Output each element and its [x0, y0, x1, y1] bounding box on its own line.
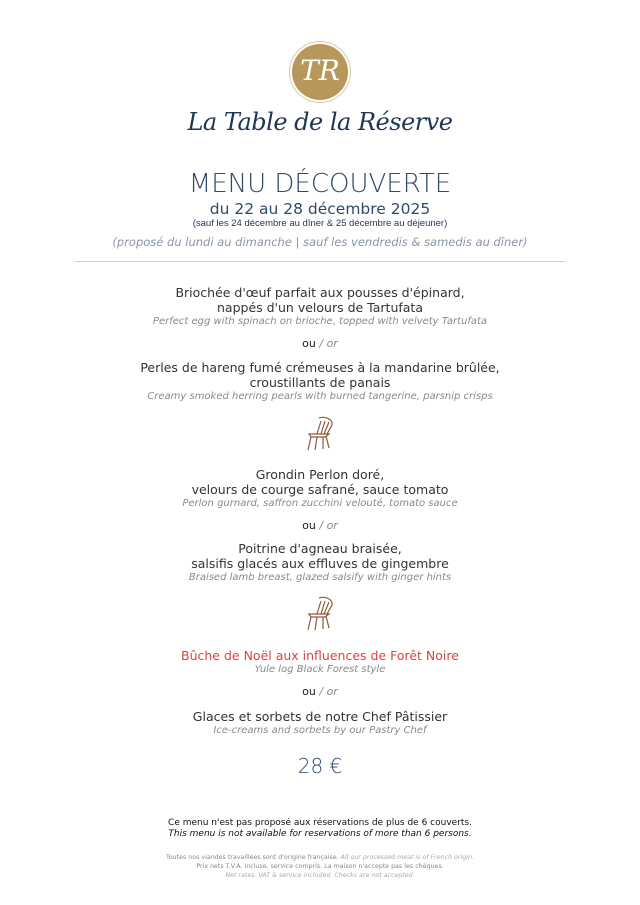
starter-2-fr-line1: Perles de hareng fumé crémeuses à la mandarine brûlée,: [140, 360, 500, 375]
divider: [75, 261, 565, 262]
logo-monogram: TR: [292, 44, 348, 100]
dessert-2-fr: Glaces et sorbets de notre Chef Pâtissier: [192, 709, 448, 724]
prices-en: Net rates. VAT & service included. Checks are not accepted.: [225, 872, 415, 879]
main-1-en: Perlon gurnard, saffron zucchini velouté, tomato sauce: [182, 498, 458, 509]
main-1-fr-line2: velours de courge safrané, sauce tomato: [191, 482, 449, 497]
menu-price: 28 €: [297, 754, 343, 778]
menu-title: MENU DÉCOUVERTE: [188, 169, 452, 199]
or-separator: ou / or: [302, 685, 338, 698]
main-2-en: Braised lamb breast, glazed salsify with ginger hints: [188, 572, 452, 583]
dessert-1-fr: Bûche de Noël aux influences de Forêt Noire: [181, 648, 459, 663]
starter-2-en: Creamy smoked herring pearls with burned tangerine, parsnip crisps: [147, 391, 493, 402]
chair-icon: [305, 416, 337, 452]
main-2-fr-line1: Poitrine d'agneau braisée,: [238, 541, 402, 556]
starter-1-fr-line1: Briochée d'œuf parfait aux pousses d'épinard,: [175, 285, 465, 300]
main-1-fr-line1: Grondin Perlon doré,: [255, 467, 385, 482]
dessert-2-en: Ice-creams and sorbets by our Pastry Chef: [213, 725, 427, 736]
or-separator: ou / or: [302, 519, 338, 532]
menu-availability: (proposé du lundi au dimanche | sauf les vendredis & samedis au dîner): [112, 235, 528, 249]
meat-origin: Toutes nos viandes travaillées sont d'origine française. All our processed meat is of French origin.: [165, 854, 474, 861]
or-separator: ou / or: [302, 337, 338, 350]
menu-exception: (sauf les 24 décembre au dîner & 25 décembre au déjeuner): [192, 218, 448, 229]
starter-1-fr-line2: nappés d'un velours de Tartufata: [217, 300, 423, 315]
chair-icon: [305, 596, 337, 632]
starter-2-fr-line2: croustillants de panais: [249, 375, 391, 390]
menu-dates: du 22 au 28 décembre 2025: [209, 200, 431, 218]
notice-fr: Ce menu n'est pas proposé aux réservations de plus de 6 couverts.: [168, 818, 472, 828]
notice-en: This menu is not available for reservations of more than 6 persons.: [168, 829, 472, 839]
dessert-1-en: Yule log Black Forest style: [254, 664, 386, 675]
prices-fr: Prix nets T.V.A. incluse, service compris. La maison n'accepte pas les chèques.: [196, 863, 444, 870]
restaurant-name: La Table de la Réserve: [187, 108, 453, 136]
main-2-fr-line2: salsifis glacés aux effluves de gingembre: [191, 556, 449, 571]
starter-1-en: Perfect egg with spinach on brioche, topped with velvety Tartufata: [152, 316, 488, 327]
